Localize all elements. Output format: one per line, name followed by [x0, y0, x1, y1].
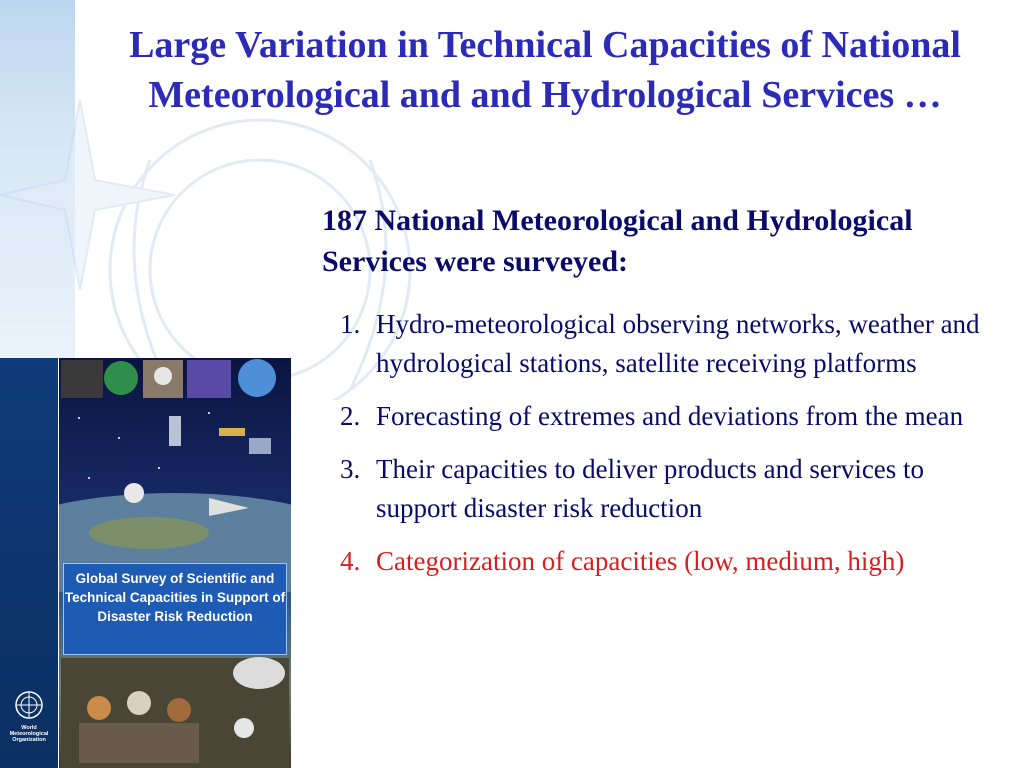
- list-item: [340, 450, 980, 528]
- list-text: Categorization of capacities (low, medium, high): [376, 546, 905, 576]
- list-number: 4.: [340, 546, 361, 576]
- list-text: Their capacities to deliver products and services to support disaster risk reduction: [376, 454, 925, 523]
- slide-title: Large Variation in Technical Capacities of National Meteorological and and Hydrological Services …: [129, 24, 961, 116]
- list-item-highlight: [340, 542, 980, 581]
- report-cover-image: [59, 358, 291, 768]
- list-text: Forecasting of extremes and deviations from the mean: [376, 401, 964, 431]
- list-number: 3.: [340, 454, 361, 484]
- intro-text: 187 National Meteorological and Hydrological Services were surveyed:: [322, 204, 913, 278]
- wmo-name-line2: Meteorological: [9, 731, 49, 737]
- wmo-name-line3: Organization: [12, 737, 46, 743]
- list-number: 1.: [340, 309, 361, 339]
- wmo-name-line1: World: [21, 725, 37, 731]
- list-item: [340, 397, 980, 436]
- list-text: Hydro-meteorological observing networks, weather and hydrological stations, satellite receiving platforms: [376, 309, 980, 378]
- list-number: 2.: [340, 401, 361, 431]
- wmo-emblem-icon: [14, 690, 44, 720]
- cover-title: Global Survey of Scientific and Technical Capacities in Support of Disaster Risk Reduction: [63, 563, 287, 655]
- capacity-list: [340, 305, 980, 595]
- wmo-logo: [4, 690, 54, 760]
- list-item: [340, 305, 980, 383]
